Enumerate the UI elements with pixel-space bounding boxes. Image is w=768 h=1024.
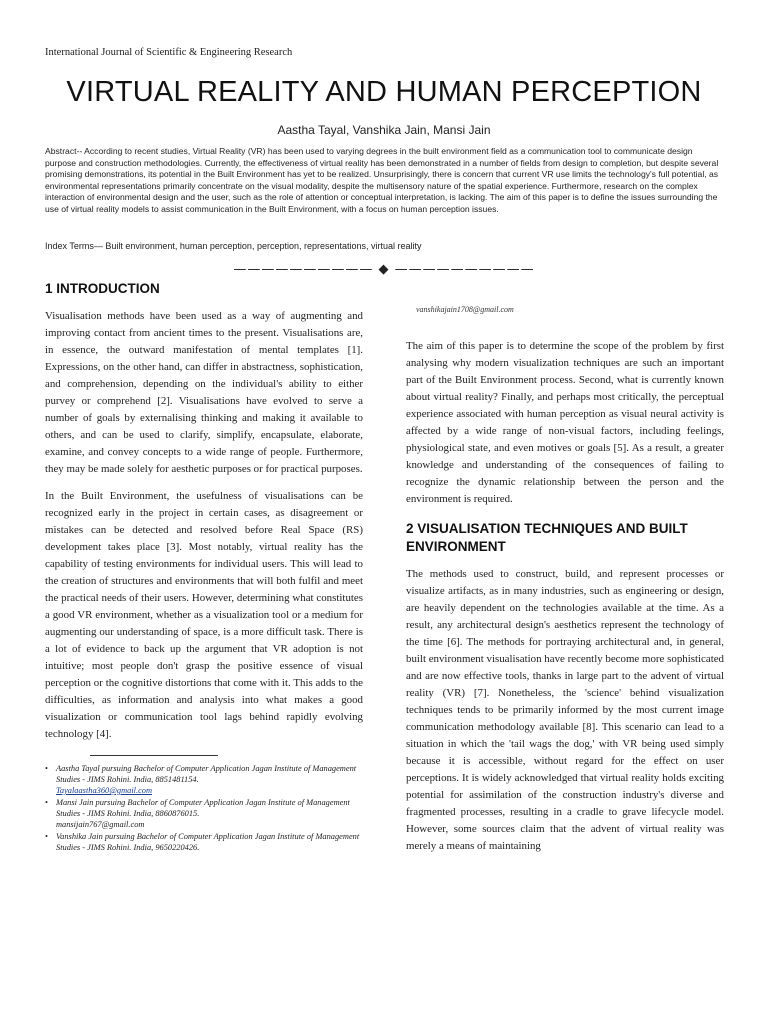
author-list: Aastha Tayal, Vanshika Jain, Mansi Jain (277, 123, 491, 137)
bullet-icon: • (45, 764, 48, 773)
left-column (45, 280, 363, 854)
footnote-item (45, 763, 363, 796)
bullet-icon: • (45, 832, 48, 841)
abstract: Abstract-- According to recent studies, Virtual Reality (VR) has been used to varying degrees in the built environment field as a communication tool to communicate design purpose and construction methodologies. Currently, the effectiveness of virtual reality has been demonstrated in a number of fields from design to completion, but despite several promising demonstrations, its potential in the Built Environment has yet to be realized. Unsurprisingly, there is concern that current VR use limits the technology's full potential, as environmental representations primarily concentrate on the visual modality, despite the multisensory nature of the spatial experience. Furthermore, research on the complex interaction of environmental design and the user, such as the role of attention or conceptual interpretation, is lacking. The aim of this paper is to define the issues surrounding the use of virtual reality models to assist communication in the Built Environment, with a focus on human perception issues. (45, 146, 719, 214)
intro-paragraph-2: In the Built Environment, the usefulness of visualisations can be recognized early in the project in certain cases, as disagreement or mistakes can be detected and resolved before Real Space (RS) development takes place [3]. Most notably, virtual reality has the capability of testing environments for individual users. This will lead to the creation of structures and environments that will both fulfil and meet the practical needs of their users. However, determining what constitutes a good VR environment, whether as a visualization tool or a medium for augmenting our understanding of space, is a more difficult task. There is a lot of evidence to back up the argument that VR adoption is not intuitive; most people don't grasp the positive essence of visual perception or the cognitive distortions that come with it. This adds to the difficulties, as information and analysis into what makes a good visualization or communication tool lags behind rapidly evolving technology [4]. (45, 490, 363, 740)
section-divider: —————————— ◆ —————————— (233, 262, 535, 277)
aim-paragraph: The aim of this paper is to determine the scope of the problem by first analysing why modern visualization techniques are such an important part of the Built Environment process. Second, what is currently known about virtual reality? Finally, and perhaps most critically, the perceptual experience associated with human perception as visual neural activity is affected by a wide range of non-visual factors, including feelings, physiological state, and even motives or goals [5]. As a result, a greater knowledge and understanding of the consequences of failing to recognize the dynamic relationship between the person and the environment is required. (406, 340, 724, 505)
section2-paragraph: The methods used to construct, build, and represent processes or visualize artifacts, as in many industries, such as engineering or design, are heavily dependent on the technologies available at the time. As a result, any architectural design's aesthetics represent the technology of the time [6]. The methods for portraying architectural and, in general, built environment visualisation have recently become more sophisticated and are now effective tools, thanks in large part to the advent of virtual reality (VR) [7]. Nonetheless, the 'science' behind visualization techniques tends to be primarily informed by the most current image communication methodology available [8]. This scenario can lead to a situation in which the 'tail wags the dog,' with VR being used simply because it is accessible, without regard for the effect on user perceptions. It is widely acknowledged that virtual reality holds exciting potential for assimilation of the construction industry's diverse and fragmented processes, resulting in a cradle to grave lifecycle model. However, some sources claim that the advent of virtual reality was merely a means of maintaining (406, 568, 724, 852)
right-column (406, 305, 724, 855)
author-email-link[interactable]: Tayalaastha360@gmail.com (56, 786, 153, 795)
footnote-text: Aastha Tayal pursuing Bachelor of Computer Application Jagan Institute of Management Studies - JIMS Rohini. India, 8851481154. (56, 764, 357, 784)
index-terms: Index Terms— Built environment, human perception, perception, representations, virtual reality (45, 241, 422, 251)
author-footnotes (45, 763, 363, 853)
author-email: mansijain767@gmail.com (56, 820, 145, 829)
bullet-icon: • (45, 798, 48, 807)
section-heading-visualisation: 2 VISUALISATION TECHNIQUES AND BUILT ENVIRONMENT (406, 521, 688, 554)
footnote-text: Mansi Jain pursuing Bachelor of Computer Application Jagan Institute of Management Studies - JIMS Rohini. India, 8860876015. (56, 798, 350, 818)
section-heading-introduction: 1 INTRODUCTION (45, 281, 160, 296)
footnote-rule (90, 755, 218, 756)
author-email: vanshikajain1708@gmail.com (416, 305, 514, 314)
intro-paragraph-1: Visualisation methods have been used as a way of augmenting and improving contact from ancient times to the present. Visualisations are, in essence, the outward manifestation of mental templates [1]. Expressions, on the other hand, can differ in abstractness, sophistication, and comprehension, depending on the individual's ability to either purvey or comprehend [2]. Visualisations have evolved to serve a number of goals by externalising thinking and making it available to others, and can be used to clarify, simplify, encapsulate, elaborate, examine, and convey concepts to a wide range of people. Furthermore, they may be made solely for aesthetic purposes or for practical purposes. (45, 310, 363, 475)
journal-name: International Journal of Scientific & Engineering Research (45, 47, 293, 58)
paper-title: VIRTUAL REALITY AND HUMAN PERCEPTION (66, 76, 702, 108)
footnote-text: Vanshika Jain pursuing Bachelor of Computer Application Jagan Institute of Management Studies - JIMS Rohini. India, 9650220426. (56, 832, 360, 852)
footnote-item (45, 797, 363, 830)
footnote-item (45, 831, 363, 853)
